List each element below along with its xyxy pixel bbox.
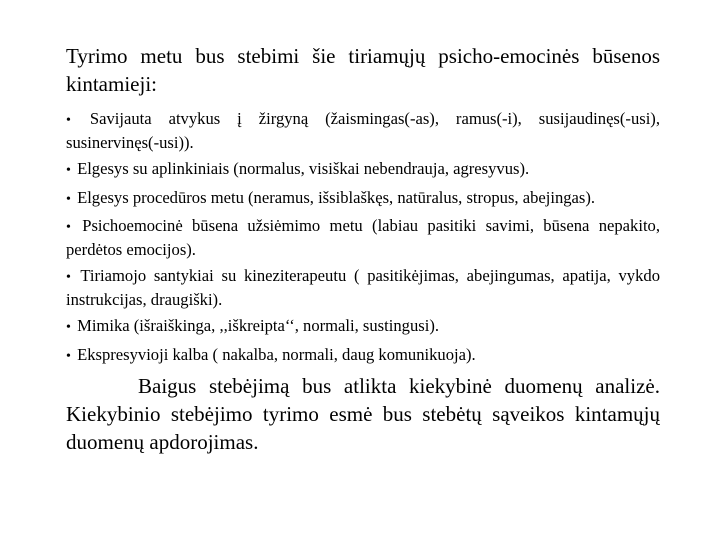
list-item-text: Tiriamojo santykiai su kineziterapeutu ( pasitikėjimas, abejingumas, apatija, vykdo instrukcijas, draugiški). (66, 266, 660, 309)
list-item-text: Savijauta atvykus į žirgyną (žaismingas(-as), ramus(-i), susijaudinęs(-usi), susinervinęs(-usi)). (66, 109, 660, 152)
bullet-icon: • (66, 270, 71, 285)
list-item (66, 315, 660, 339)
bullet-icon: • (66, 191, 71, 207)
conclusion-paragraph: Baigus stebėjimą bus atlikta kiekybinė duomenų analizė. Kiekybinio stebėjimo tyrimo esmė bus stebėtų sąveikos kintamųjų duomenų apdorojimas. (66, 374, 660, 454)
bullet-icon: • (66, 113, 71, 128)
list-item (66, 158, 660, 182)
slide-heading: Tyrimo metu bus stebimi šie tiriamųjų psicho-emocinės būsenos kintamieji: (66, 44, 660, 96)
list-item (66, 215, 660, 260)
list-item-text: Mimika (išraiškinga, ,,iškreipta‘‘, normali, sustingusi). (77, 316, 439, 335)
bullet-icon: • (66, 348, 71, 364)
variables-list (66, 108, 660, 367)
list-item-text: Ekspresyvioji kalba ( nakalba, normali, daug komunikuoja). (77, 344, 476, 364)
list-item (66, 108, 660, 153)
list-item-text: Elgesys procedūros metu (neramus, išsiblaškęs, natūralus, stropus, abejingas). (77, 187, 596, 207)
list-item (66, 187, 660, 211)
list-item-text: Psichoemocinė būsena užsiėmimo metu (labiau pasitiki savimi, būsena nepakito, perdėtos emocijos). (66, 216, 660, 259)
bullet-icon: • (66, 163, 71, 178)
list-item (66, 265, 660, 310)
list-item-text: Elgesys su aplinkiniais (normalus, visiškai nebendrauja, agresyvus). (77, 159, 530, 178)
bullet-icon: • (66, 320, 71, 335)
list-item (66, 344, 660, 368)
bullet-icon: • (66, 220, 71, 235)
slide-content (66, 42, 660, 456)
